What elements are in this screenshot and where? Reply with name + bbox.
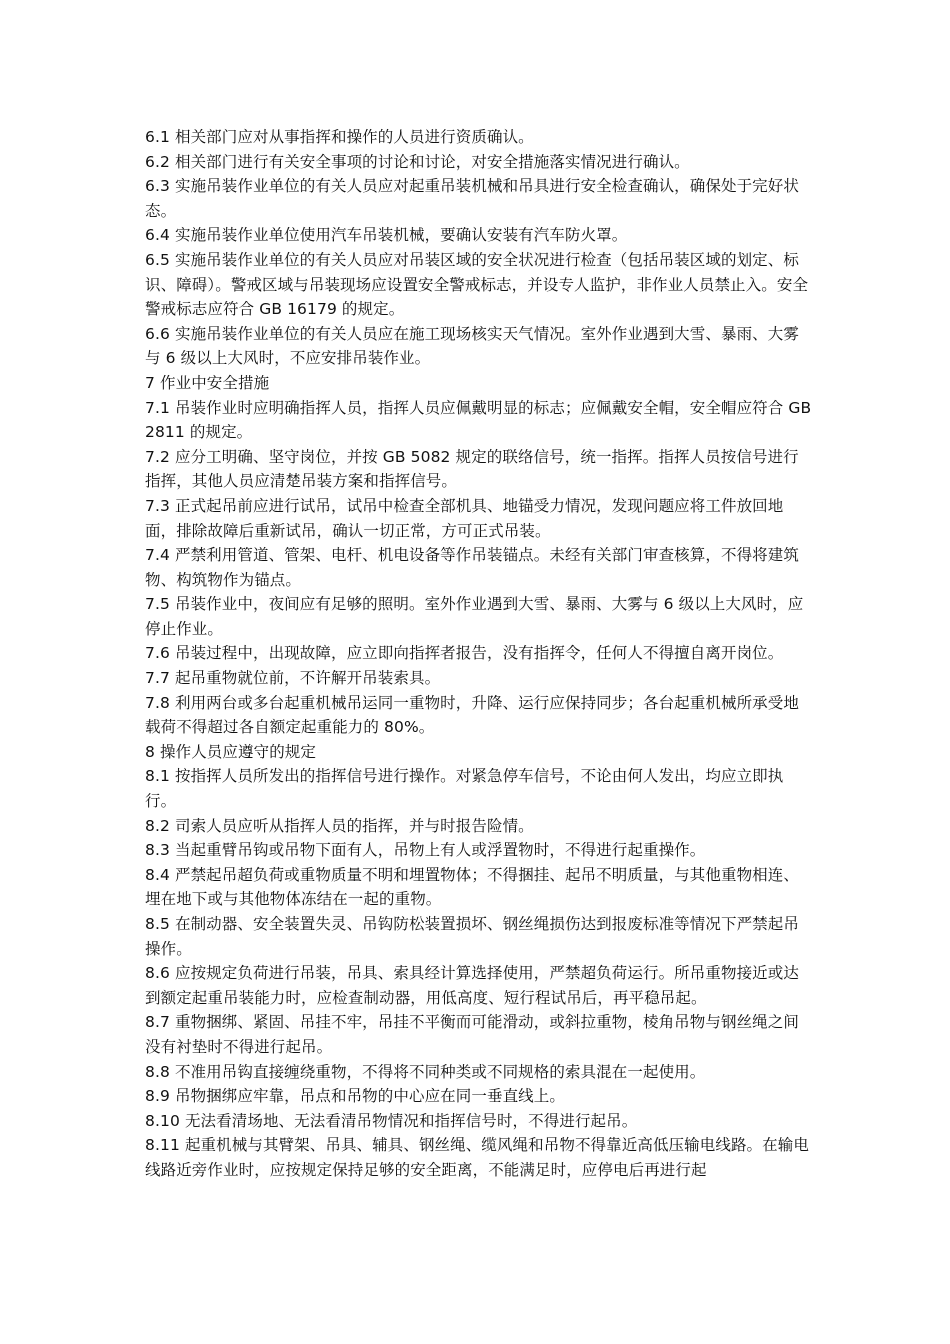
paragraph-7-5: 7.5 吊装作业中，夜间应有足够的照明。室外作业遇到大雪、暴雨、大雾与 6 级以上大风时，应停止作业。: [145, 595, 804, 638]
paragraph-7-8: 7.8 利用两台或多台起重机械吊运同一重物时，升降、运行应保持同步；各台起重机械所承受地载荷不得超过各自额定起重能力的 80%。: [145, 693, 799, 737]
paragraph-8-4: 8.4 严禁起吊超负荷或重物质量不明和埋置物体；不得捆挂、起吊不明质量，与其他重物相连、埋在地下或与其他物体冻结在一起的重物。: [145, 865, 799, 909]
paragraph-8-3: 8.3 当起重臂吊钩或吊物下面有人，吊物上有人或浮置物时，不得进行起重操作。: [145, 841, 706, 860]
paragraph-8-2: 8.2 司索人员应听从指挥人员的指挥，并与时报告险情。: [145, 816, 534, 835]
paragraph-8-8: 8.8 不准用吊钩直接缠绕重物，不得将不同种类或不同规格的索具混在一起使用。: [145, 1062, 706, 1081]
paragraph-8-6: 8.6 应按规定负荷进行吊装，吊具、索具经计算选择使用，严禁超负荷运行。所吊重物接近或达到额定起重吊装能力时，应检查制动器，用低高度、短行程试吊后，再平稳吊起。: [145, 964, 799, 1007]
paragraph-8-1: 8.1 按指挥人员所发出的指挥信号进行操作。对紧急停车信号，不论由何人发出，均应立即执行。: [145, 767, 784, 811]
paragraph-7-1: 7.1 吊装作业时应明确指挥人员，指挥人员应佩戴明显的标志；应佩戴安全帽，安全帽应符合 GB 2811 的规定。: [145, 398, 812, 442]
paragraph-6-5: 6.5 实施吊装作业单位的有关人员应对吊装区域的安全状况进行检查（包括吊装区域的划定、标识、障碍）。警戒区域与吊装现场应设置安全警戒标志，并设专人监护，非作业人员禁止入。安全警戒标志应符合 GB 16179 的规定。: [145, 250, 809, 319]
paragraph-8-7: 8.7 重物捆绑、紧固、吊挂不牢，吊挂不平衡而可能滑动，或斜拉重物，棱角吊物与钢丝绳之间没有衬垫时不得进行起吊。: [145, 1013, 799, 1056]
paragraph-6-1: 6.1 相关部门应对从事指挥和操作的人员进行资质确认。: [145, 128, 534, 146]
section-heading-7: 7 作业中安全措施: [145, 373, 270, 392]
paragraph-6-6: 6.6 实施吊装作业单位的有关人员应在施工现场核实天气情况。室外作业遇到大雪、暴雨、大雾与 6 级以上大风时，不应安排吊装作业。: [145, 324, 799, 368]
paragraph-8-5: 8.5 在制动器、安全装置失灵、吊钩防松装置损坏、钢丝绳损伤达到报废标准等情况下严禁起吊操作。: [145, 915, 799, 958]
paragraph-8-10: 8.10 无法看清场地、无法看清吊物情况和指挥信号时，不得进行起吊。: [145, 1111, 638, 1130]
paragraph-6-2: 6.2 相关部门进行有关安全事项的讨论和讨论，对安全措施落实情况进行确认。: [145, 152, 690, 171]
paragraph-6-4: 6.4 实施吊装作业单位使用汽车吊装机械，要确认安装有汽车防火罩。: [145, 226, 628, 245]
paragraph-7-2: 7.2 应分工明确、坚守岗位，并按 GB 5082 规定的联络信号，统一指挥。指挥人员按信号进行指挥，其他人员应清楚吊装方案和指挥信号。: [145, 447, 799, 491]
paragraph-8-11: 8.11 起重机械与其臂架、吊具、辅具、钢丝绳、缆风绳和吊物不得靠近高低压输电线路。在输电线路近旁作业时，应按规定保持足够的安全距离，不能满足时，应停电后再进行起: [145, 1136, 809, 1179]
section-heading-8: 8 操作人员应遵守的规定: [145, 742, 316, 761]
paragraph-7-3: 7.3 正式起吊前应进行试吊，试吊中检查全部机具、地锚受力情况，发现问题应将工件放回地面，排除故障后重新试吊，确认一切正常，方可正式吊装。: [145, 496, 784, 540]
paragraph-7-7: 7.7 起吊重物就位前，不许解开吊装索具。: [145, 669, 441, 688]
document-body: [145, 125, 813, 1183]
paragraph-7-6: 7.6 吊装过程中，出现故障，应立即向指挥者报告，没有指挥令，任何人不得擅自离开岗位。: [145, 644, 784, 663]
paragraph-6-3: 6.3 实施吊装作业单位的有关人员应对起重吊装机械和吊具进行安全检查确认，确保处于完好状态。: [145, 177, 799, 220]
paragraph-7-4: 7.4 严禁利用管道、管架、电杆、机电设备等作吊装锚点。未经有关部门审查核算，不得将建筑物、构筑物作为锚点。: [145, 546, 799, 589]
paragraph-8-9: 8.9 吊物捆绑应牢靠，吊点和吊物的中心应在同一垂直线上。: [145, 1087, 565, 1106]
